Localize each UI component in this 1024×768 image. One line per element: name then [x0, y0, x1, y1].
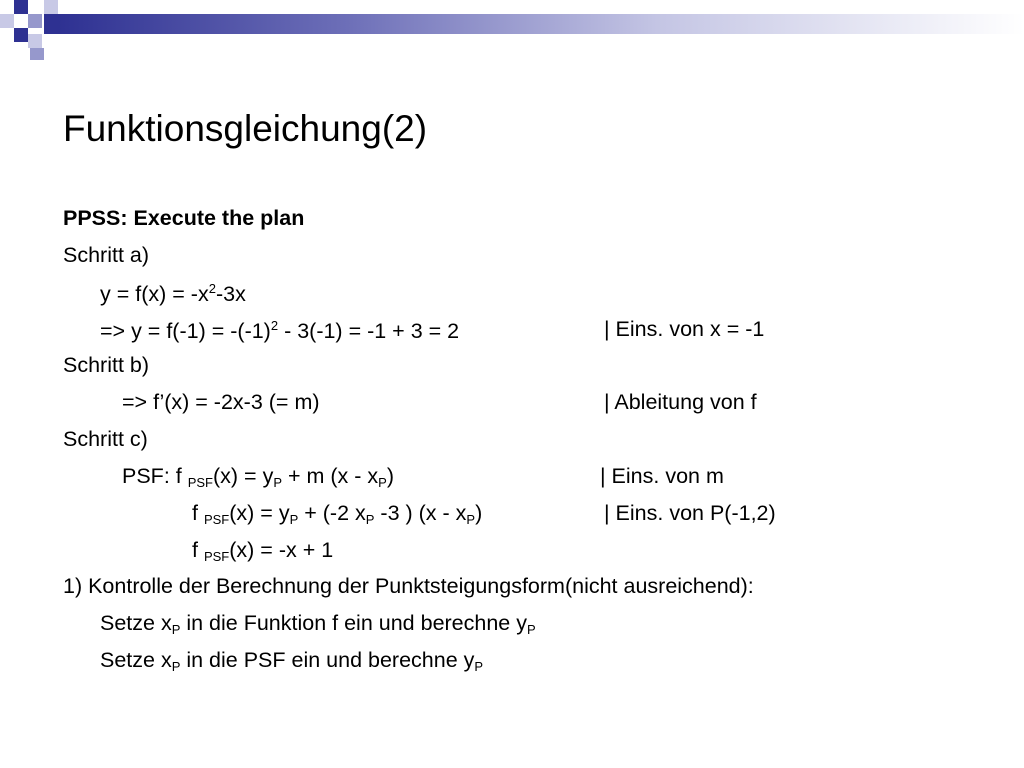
- psf-substituted-note: | Eins. von P(-1,2): [604, 501, 776, 525]
- psf-substituted: f $_{PSF}(x) = y_P + (-2$ $x_P$ -3 ) $(x - x_P)$: [192, 501, 483, 527]
- step-a-equation: $y = f(x) = -x^2-3x$: [100, 281, 246, 306]
- step-a-label: Schritt a): [63, 243, 150, 267]
- step-a-evaluation: => $y = f(-1) = -(-1)^2 - 3(-1) = -1 + 3 = 2$: [100, 318, 460, 343]
- step-b-label: Schritt b): [63, 353, 150, 377]
- square-6: [14, 28, 28, 42]
- square-7: [28, 34, 42, 48]
- step-c-label: Schritt c): [63, 427, 148, 451]
- square-5: [44, 14, 58, 34]
- gradient-bar: [58, 14, 1024, 34]
- psf-general: PSF: f $_{PSF}(x) = y_P + m$ $(x - x_P)$: [122, 464, 395, 490]
- step-b-note: | Ableitung von f: [604, 390, 757, 414]
- step-b-equation: => f’(x) = -2x-3 (= m): [122, 390, 320, 414]
- control-step-2: Setze $x_P$ in die PSF ein und berechne $y_P$: [100, 648, 484, 674]
- square-2: [44, 0, 58, 14]
- square-1: [14, 0, 28, 14]
- control-heading: 1) Kontrolle der Berechnung der Punktsteigungsform(nicht ausreichend):: [63, 574, 754, 598]
- heading: PPSS: Execute the plan: [63, 206, 305, 230]
- square-8: [30, 48, 44, 60]
- header-decoration: [0, 0, 1024, 62]
- psf-general-note: | Eins. von m: [600, 464, 724, 488]
- square-3: [0, 14, 14, 28]
- psf-result: f $_{PSF}$(x) = -x + 1: [192, 538, 334, 564]
- slide-title: Funktionsgleichung(2): [63, 108, 428, 149]
- step-a-note: | Eins. von x = -1: [604, 317, 765, 341]
- square-4: [28, 14, 42, 28]
- control-step-1: Setze $x_P$ in die Funktion f ein und berechne $y_P$: [100, 611, 536, 637]
